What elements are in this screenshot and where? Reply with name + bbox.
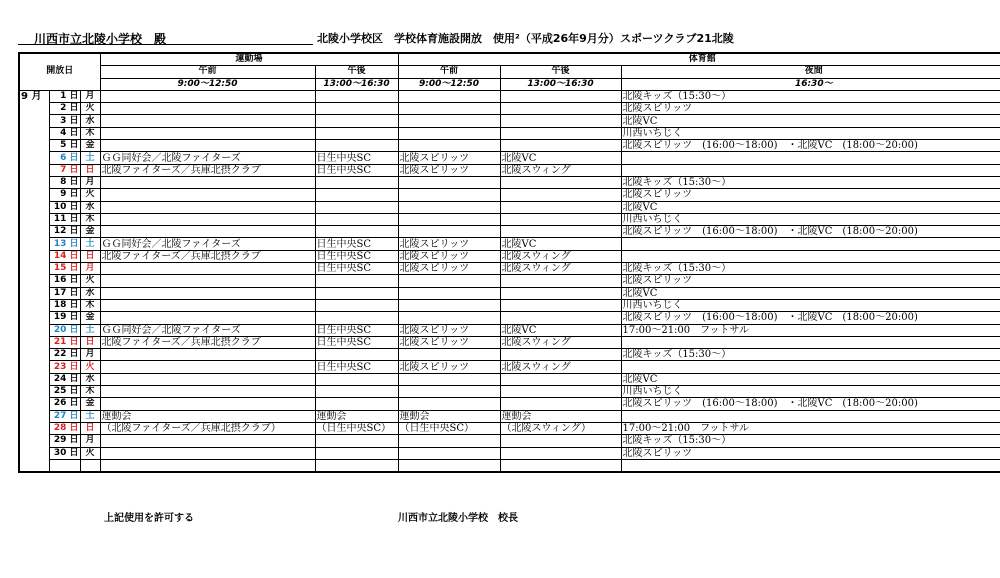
gym-afternoon-cell: 北陵スウィング	[500, 164, 621, 176]
permit-text: 上記使用を許可する	[104, 513, 194, 524]
gym-night-cell	[621, 152, 1000, 164]
table-row	[19, 386, 1000, 398]
table-row	[19, 213, 1000, 225]
weekday-cell: 火	[80, 189, 100, 201]
gym-morning-cell	[398, 103, 500, 115]
weekday-cell: 木	[80, 213, 100, 225]
gym-morning-cell	[398, 386, 500, 398]
weekday-cell: 火	[80, 103, 100, 115]
weekday-cell: 火	[80, 275, 100, 287]
table-row	[19, 312, 1000, 324]
day-cell: 24 日	[49, 373, 80, 385]
gym-afternoon-time: 13:00～16:30	[500, 78, 621, 90]
weekday-cell: 木	[80, 127, 100, 139]
gym-night-cell: 北陵キッズ（15:30～）	[621, 90, 1000, 102]
gym-afternoon-cell	[500, 213, 621, 225]
weekday-cell: 火	[80, 361, 100, 373]
gym-morning-cell: 北陵スピリッツ	[398, 263, 500, 275]
weekday-cell: 水	[80, 373, 100, 385]
gym-morning-cell: 北陵スピリッツ	[398, 164, 500, 176]
ground-morning-cell	[100, 373, 315, 385]
ground-morning-cell	[100, 287, 315, 299]
weekday-cell	[80, 459, 100, 472]
gym-afternoon-cell: 北陵スウィング	[500, 361, 621, 373]
day-cell: 13 日	[49, 238, 80, 250]
gym-morning-cell	[398, 127, 500, 139]
weekday-cell: 月	[80, 90, 100, 102]
ground-afternoon-cell: 日生中央SC	[315, 164, 398, 176]
gym-afternoon-cell	[500, 373, 621, 385]
table-row	[19, 349, 1000, 361]
day-cell: 1 日	[49, 90, 80, 102]
ground-afternoon-cell	[315, 127, 398, 139]
day-cell: 25 日	[49, 386, 80, 398]
weekday-cell: 金	[80, 312, 100, 324]
ground-morning-cell	[100, 176, 315, 188]
ground-afternoon-cell	[315, 447, 398, 459]
ground-header: 運動場	[100, 53, 398, 66]
ground-morning-cell	[100, 299, 315, 311]
weekday-cell: 金	[80, 140, 100, 152]
table-row	[19, 373, 1000, 385]
schedule-body	[19, 90, 1000, 472]
ground-morning-cell	[100, 189, 315, 201]
day-cell: 16 日	[49, 275, 80, 287]
table-row	[19, 324, 1000, 336]
day-cell: 26 日	[49, 398, 80, 410]
ground-afternoon-cell: （日生中央SC）	[315, 422, 398, 434]
ground-morning-cell	[100, 263, 315, 275]
table-row	[19, 422, 1000, 434]
weekday-cell: 火	[80, 447, 100, 459]
ground-morning-cell	[100, 140, 315, 152]
day-cell: 4 日	[49, 127, 80, 139]
ground-afternoon-cell: 日生中央SC	[315, 336, 398, 348]
table-row	[19, 152, 1000, 164]
ground-morning-cell: 北陵ファイターズ／兵庫北摂クラブ	[100, 250, 315, 262]
ground-morning-cell: ＧＧ同好会／北陵ファイターズ	[100, 324, 315, 336]
gym-afternoon-cell	[500, 312, 621, 324]
gym-night-cell: 川西いちじく	[621, 299, 1000, 311]
weekday-cell: 月	[80, 435, 100, 447]
ground-afternoon-cell	[315, 226, 398, 238]
ground-morning-cell	[100, 103, 315, 115]
ground-afternoon-cell: 日生中央SC	[315, 250, 398, 262]
day-cell: 10 日	[49, 201, 80, 213]
gym-morning-cell	[398, 275, 500, 287]
day-cell: 29 日	[49, 435, 80, 447]
ground-morning-cell	[100, 447, 315, 459]
ground-morning-cell	[100, 275, 315, 287]
document-title: 北陵小学校区 学校体育施設開放 使用²（平成26年9月分）	[317, 32, 620, 45]
day-cell: 3 日	[49, 115, 80, 127]
weekday-cell: 土	[80, 238, 100, 250]
day-cell: 7 日	[49, 164, 80, 176]
gym-morning-cell	[398, 287, 500, 299]
ground-afternoon-cell: 日生中央SC	[315, 152, 398, 164]
ground-afternoon-cell: 日生中央SC	[315, 324, 398, 336]
ground-afternoon-cell	[315, 115, 398, 127]
gym-night-cell: 川西いちじく	[621, 213, 1000, 225]
gym-morning-cell: 運動会	[398, 410, 500, 422]
gym-morning-cell	[398, 176, 500, 188]
ground-morning-cell: ＧＧ同好会／北陵ファイターズ	[100, 152, 315, 164]
principal-signature: 川西市立北陵小学校 校長	[398, 513, 518, 524]
day-cell: 23 日	[49, 361, 80, 373]
table-row	[19, 299, 1000, 311]
ground-morning-cell: 北陵ファイターズ／兵庫北摂クラブ	[100, 164, 315, 176]
gym-morning-cell: 北陵スピリッツ	[398, 250, 500, 262]
gym-night-cell: 北陵キッズ（15:30～）	[621, 176, 1000, 188]
ground-afternoon-cell	[315, 176, 398, 188]
weekday-cell: 金	[80, 226, 100, 238]
day-cell: 15 日	[49, 263, 80, 275]
gym-night-header: 夜間	[621, 66, 1000, 78]
ground-morning-cell: 運動会	[100, 410, 315, 422]
ground-morning-cell	[100, 90, 315, 102]
weekday-cell: 木	[80, 386, 100, 398]
gym-morning-cell	[398, 189, 500, 201]
gym-morning-cell	[398, 115, 500, 127]
gym-afternoon-cell: 北陵VC	[500, 238, 621, 250]
table-row	[19, 140, 1000, 152]
day-cell: 17 日	[49, 287, 80, 299]
gym-night-time: 16:30～	[621, 78, 1000, 90]
ground-morning-cell	[100, 226, 315, 238]
table-row	[19, 459, 1000, 472]
gym-afternoon-cell	[500, 201, 621, 213]
day-cell: 18 日	[49, 299, 80, 311]
gym-afternoon-cell: 北陵スウィング	[500, 263, 621, 275]
gym-night-cell: 17:00～21:00 フットサル	[621, 324, 1000, 336]
gym-morning-cell: （日生中央SC）	[398, 422, 500, 434]
gym-night-cell	[621, 410, 1000, 422]
ground-morning-cell	[100, 201, 315, 213]
gym-night-cell: 北陵VC	[621, 115, 1000, 127]
weekday-cell: 水	[80, 287, 100, 299]
table-row	[19, 398, 1000, 410]
day-cell: 5 日	[49, 140, 80, 152]
weekday-cell: 土	[80, 324, 100, 336]
gym-afternoon-cell: 運動会	[500, 410, 621, 422]
gym-morning-cell	[398, 90, 500, 102]
ground-afternoon-cell	[315, 90, 398, 102]
table-row	[19, 189, 1000, 201]
gym-night-cell	[621, 164, 1000, 176]
gym-afternoon-cell	[500, 275, 621, 287]
table-row	[19, 115, 1000, 127]
table-row	[19, 263, 1000, 275]
gym-afternoon-cell	[500, 287, 621, 299]
gym-night-cell: 北陵スピリッツ (16:00～18:00) ・北陵VC (18:00～20:00)	[621, 312, 1000, 324]
gym-morning-header: 午前	[398, 66, 500, 78]
day-cell: 20 日	[49, 324, 80, 336]
schedule-table	[18, 52, 1000, 473]
gym-afternoon-cell	[500, 140, 621, 152]
gym-morning-cell	[398, 213, 500, 225]
gym-night-cell	[621, 336, 1000, 348]
ground-morning-cell: （北陵ファイターズ／兵庫北摂クラブ）	[100, 422, 315, 434]
gym-morning-cell	[398, 447, 500, 459]
gym-afternoon-cell	[500, 299, 621, 311]
day-cell	[49, 459, 80, 472]
table-row	[19, 250, 1000, 262]
ground-morning-time: 9:00～12:50	[100, 78, 315, 90]
ground-morning-cell	[100, 312, 315, 324]
club-name: スポーツクラブ21北陵	[620, 32, 734, 45]
gym-morning-cell	[398, 398, 500, 410]
gym-header: 体育館	[398, 53, 1000, 66]
day-cell: 8 日	[49, 176, 80, 188]
table-row	[19, 90, 1000, 102]
gym-night-cell: 北陵VC	[621, 373, 1000, 385]
gym-night-cell: 17:00～21:00 フットサル	[621, 422, 1000, 434]
ground-afternoon-cell	[315, 275, 398, 287]
gym-night-cell: 川西いちじく	[621, 386, 1000, 398]
table-row	[19, 361, 1000, 373]
ground-afternoon-cell	[315, 287, 398, 299]
gym-night-cell: 北陵スピリッツ	[621, 189, 1000, 201]
ground-morning-cell	[100, 361, 315, 373]
ground-afternoon-cell	[315, 201, 398, 213]
gym-night-cell: 北陵スピリッツ (16:00～18:00) ・北陵VC (18:00～20:00)	[621, 226, 1000, 238]
table-row	[19, 103, 1000, 115]
ground-afternoon-cell	[315, 189, 398, 201]
table-row	[19, 287, 1000, 299]
gym-morning-cell	[398, 373, 500, 385]
table-row	[19, 238, 1000, 250]
gym-night-cell	[621, 459, 1000, 472]
ground-afternoon-cell	[315, 213, 398, 225]
table-row	[19, 410, 1000, 422]
gym-afternoon-cell: （北陵スウィング）	[500, 422, 621, 434]
gym-morning-cell: 北陵スピリッツ	[398, 324, 500, 336]
gym-night-cell: 北陵キッズ（15:30～）	[621, 435, 1000, 447]
day-cell: 27 日	[49, 410, 80, 422]
ground-afternoon-cell	[315, 459, 398, 472]
gym-afternoon-cell: 北陵VC	[500, 152, 621, 164]
table-row	[19, 127, 1000, 139]
gym-morning-cell: 北陵スピリッツ	[398, 238, 500, 250]
table-row	[19, 275, 1000, 287]
gym-night-cell: 川西いちじく	[621, 127, 1000, 139]
weekday-cell: 月	[80, 176, 100, 188]
gym-night-cell: 北陵VC	[621, 287, 1000, 299]
day-cell: 19 日	[49, 312, 80, 324]
gym-morning-cell	[398, 349, 500, 361]
ground-morning-cell	[100, 459, 315, 472]
gym-afternoon-cell	[500, 176, 621, 188]
gym-morning-cell: 北陵スピリッツ	[398, 152, 500, 164]
day-cell: 14 日	[49, 250, 80, 262]
day-cell: 6 日	[49, 152, 80, 164]
gym-night-cell: 北陵スピリッツ	[621, 275, 1000, 287]
open-day-header: 開放日	[19, 53, 100, 90]
gym-afternoon-cell	[500, 386, 621, 398]
ground-afternoon-cell	[315, 103, 398, 115]
gym-morning-cell	[398, 459, 500, 472]
gym-night-cell: 北陵スピリッツ (16:00～18:00) ・北陵VC (18:00～20:00)	[621, 398, 1000, 410]
ground-morning-cell	[100, 435, 315, 447]
ground-afternoon-cell	[315, 349, 398, 361]
gym-morning-cell	[398, 299, 500, 311]
table-row	[19, 176, 1000, 188]
gym-morning-time: 9:00～12:50	[398, 78, 500, 90]
day-cell: 30 日	[49, 447, 80, 459]
gym-afternoon-cell	[500, 90, 621, 102]
gym-night-cell: 北陵スピリッツ (16:00～18:00) ・北陵VC (18:00～20:00)	[621, 140, 1000, 152]
ground-morning-cell	[100, 386, 315, 398]
gym-afternoon-cell	[500, 103, 621, 115]
gym-afternoon-cell: 北陵スウィング	[500, 250, 621, 262]
gym-afternoon-cell	[500, 435, 621, 447]
table-row	[19, 447, 1000, 459]
gym-afternoon-cell: 北陵スウィング	[500, 336, 621, 348]
gym-night-cell: 北陵スピリッツ	[621, 103, 1000, 115]
ground-afternoon-cell	[315, 386, 398, 398]
ground-afternoon-cell: 日生中央SC	[315, 263, 398, 275]
gym-afternoon-cell	[500, 349, 621, 361]
ground-morning-cell	[100, 398, 315, 410]
table-row	[19, 226, 1000, 238]
month-label: 9 月	[19, 90, 49, 472]
ground-afternoon-cell: 日生中央SC	[315, 361, 398, 373]
table-row	[19, 435, 1000, 447]
addressee-underline	[18, 44, 313, 45]
weekday-cell: 日	[80, 250, 100, 262]
ground-afternoon-cell	[315, 312, 398, 324]
gym-morning-cell	[398, 226, 500, 238]
day-cell: 28 日	[49, 422, 80, 434]
gym-night-cell: 北陵キッズ（15:30～）	[621, 349, 1000, 361]
gym-night-cell: 北陵キッズ（15:30～）	[621, 263, 1000, 275]
gym-morning-cell	[398, 201, 500, 213]
gym-afternoon-cell	[500, 226, 621, 238]
gym-morning-cell	[398, 140, 500, 152]
ground-afternoon-cell: 運動会	[315, 410, 398, 422]
gym-afternoon-cell	[500, 459, 621, 472]
ground-afternoon-cell	[315, 373, 398, 385]
day-cell: 11 日	[49, 213, 80, 225]
weekday-cell: 土	[80, 410, 100, 422]
gym-night-cell	[621, 250, 1000, 262]
table-row	[19, 201, 1000, 213]
ground-morning-header: 午前	[100, 66, 315, 78]
gym-night-cell: 北陵スピリッツ	[621, 447, 1000, 459]
table-row	[19, 336, 1000, 348]
weekday-cell: 水	[80, 115, 100, 127]
ground-morning-cell: 北陵ファイターズ／兵庫北摂クラブ	[100, 336, 315, 348]
ground-afternoon-cell	[315, 398, 398, 410]
weekday-cell: 木	[80, 299, 100, 311]
weekday-cell: 金	[80, 398, 100, 410]
gym-afternoon-cell	[500, 447, 621, 459]
day-cell: 9 日	[49, 189, 80, 201]
table-row	[19, 164, 1000, 176]
gym-afternoon-cell	[500, 127, 621, 139]
gym-afternoon-header: 午後	[500, 66, 621, 78]
ground-morning-cell: ＧＧ同好会／北陵ファイターズ	[100, 238, 315, 250]
gym-afternoon-cell	[500, 189, 621, 201]
gym-afternoon-cell: 北陵VC	[500, 324, 621, 336]
gym-night-cell	[621, 238, 1000, 250]
ground-afternoon-header: 午後	[315, 66, 398, 78]
gym-morning-cell	[398, 312, 500, 324]
gym-afternoon-cell	[500, 398, 621, 410]
weekday-cell: 日	[80, 422, 100, 434]
day-cell: 21 日	[49, 336, 80, 348]
ground-afternoon-time: 13:00～16:30	[315, 78, 398, 90]
ground-afternoon-cell: 日生中央SC	[315, 238, 398, 250]
ground-morning-cell	[100, 349, 315, 361]
weekday-cell: 土	[80, 152, 100, 164]
gym-morning-cell: 北陵スピリッツ	[398, 336, 500, 348]
day-cell: 22 日	[49, 349, 80, 361]
weekday-cell: 日	[80, 336, 100, 348]
gym-morning-cell	[398, 435, 500, 447]
day-cell: 2 日	[49, 103, 80, 115]
ground-afternoon-cell	[315, 435, 398, 447]
addressee: 川西市立北陵小学校 殿	[34, 32, 167, 46]
gym-morning-cell: 北陵スピリッツ	[398, 361, 500, 373]
gym-night-cell	[621, 361, 1000, 373]
weekday-cell: 月	[80, 349, 100, 361]
weekday-cell: 月	[80, 263, 100, 275]
weekday-cell: 日	[80, 164, 100, 176]
day-cell: 12 日	[49, 226, 80, 238]
ground-afternoon-cell	[315, 140, 398, 152]
gym-night-cell: 北陵VC	[621, 201, 1000, 213]
gym-afternoon-cell	[500, 115, 621, 127]
ground-morning-cell	[100, 127, 315, 139]
ground-morning-cell	[100, 213, 315, 225]
ground-afternoon-cell	[315, 299, 398, 311]
ground-morning-cell	[100, 115, 315, 127]
weekday-cell: 水	[80, 201, 100, 213]
